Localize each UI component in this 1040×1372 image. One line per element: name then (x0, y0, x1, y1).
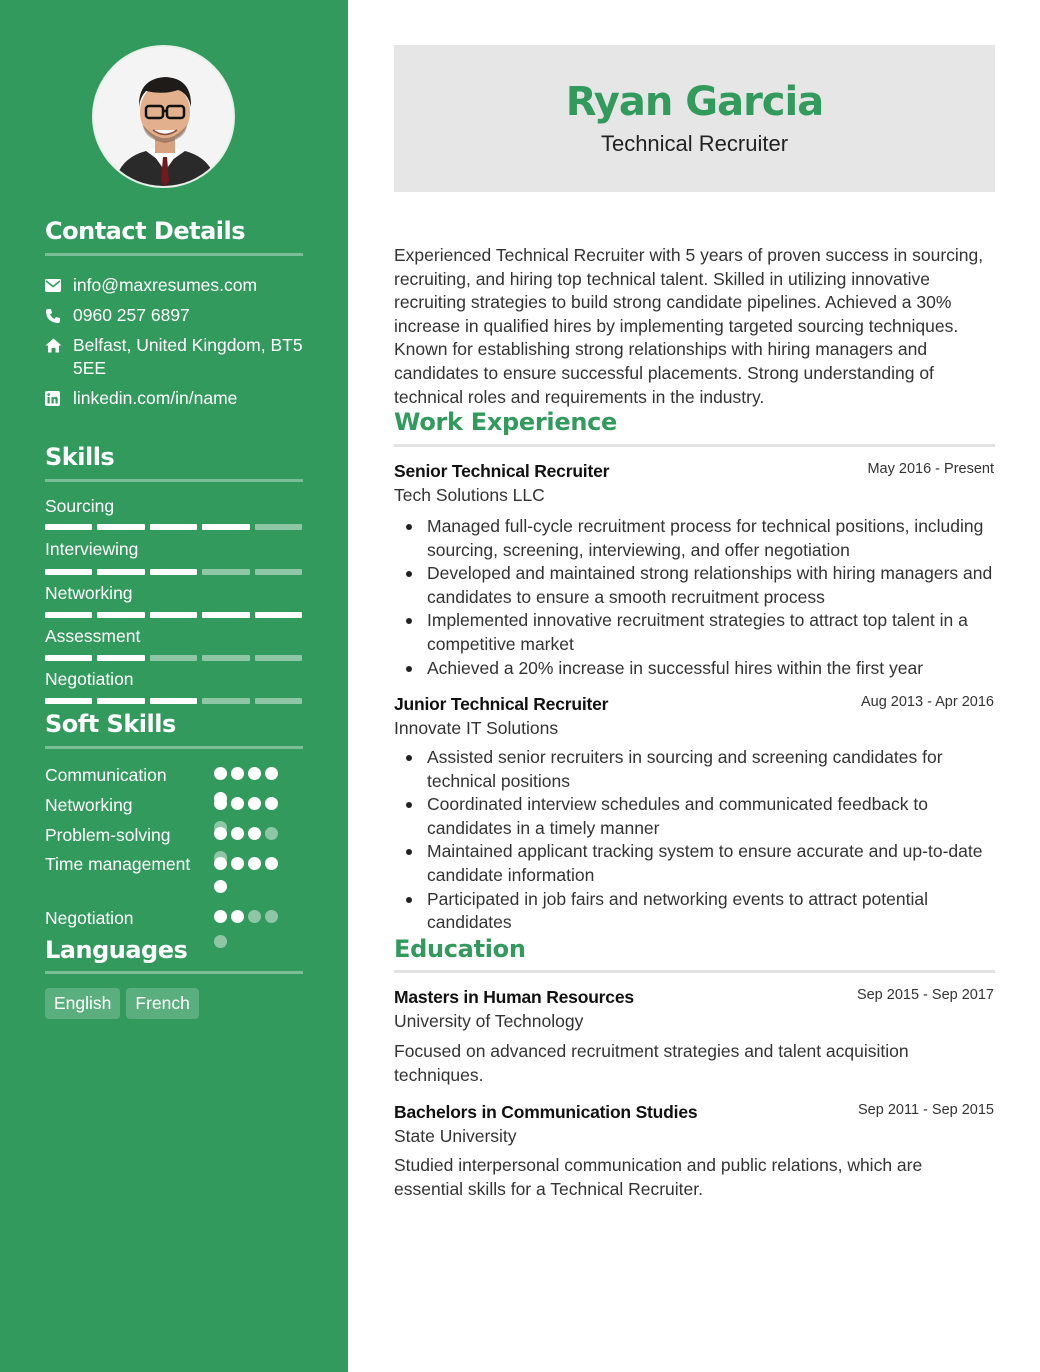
skill-level-bar (45, 698, 302, 704)
list-item: Participated in job fairs and networking events to attract potential candidates (394, 888, 994, 935)
rating-dot (265, 767, 278, 780)
rating-dot (231, 797, 244, 810)
skill-level-segment (202, 524, 249, 530)
rating-dot (214, 821, 227, 834)
skill-level-bar (45, 612, 302, 618)
rating-dot (231, 767, 244, 780)
rating-dot (214, 910, 227, 923)
linkedin-icon (45, 387, 73, 410)
skill-level-segment (255, 524, 302, 530)
rating-dot (248, 797, 261, 810)
list-item: Assisted senior recruiters in sourcing and screening candidates for technical positions (394, 746, 994, 793)
skill-level-segment (255, 698, 302, 704)
phone-icon (45, 304, 73, 327)
skill-label: Interviewing (45, 539, 139, 559)
rating-dot (214, 880, 227, 893)
skill-level-segment (202, 655, 249, 661)
job-dates: Aug 2013 - Apr 2016 (860, 694, 994, 710)
skill-label: Sourcing (45, 496, 115, 516)
skill-level-segment (255, 612, 302, 618)
contact-address (45, 334, 303, 380)
rating-dot (248, 857, 261, 870)
candidate-name: Ryan Garcia (565, 79, 824, 125)
list-item: Coordinated interview schedules and communicated feedback to candidates in a timely manner (394, 793, 994, 840)
languages-section-title: Languages (45, 936, 188, 964)
list-item: Achieved a 20% increase in successful hires within the first year (394, 657, 994, 681)
list-item: Developed and maintained strong relationships with hiring managers and candidates to ensure a smooth recruitment process (394, 562, 994, 609)
list-item: Managed full-cycle recruitment process for technical positions, including sourcing, screening, interviewing, and offer negotiation (394, 515, 994, 562)
skill-level-segment (97, 524, 144, 530)
education-description: Focused on advanced recruitment strategies and talent acquisition techniques. (394, 1041, 909, 1085)
contact-phone[interactable] (45, 304, 303, 327)
skill-level-segment (97, 569, 144, 575)
skills-section-title: Skills (45, 443, 115, 471)
skill-level-segment (45, 569, 92, 575)
rating-dot (214, 935, 227, 948)
skill-level-segment (45, 655, 92, 661)
skill-level-segment (150, 698, 197, 704)
degree-title: Bachelors in Communication Studies (394, 1102, 698, 1122)
soft-skill-label: Time management (45, 854, 191, 874)
school-name: State University (394, 1126, 517, 1146)
skill-level-bar (45, 569, 302, 575)
job-dates: May 2016 - Present (867, 461, 994, 477)
rating-dot (265, 827, 278, 840)
soft-skills-section-title: Soft Skills (45, 710, 176, 738)
section-divider (45, 479, 303, 482)
skill-level-segment (45, 524, 92, 530)
section-divider (45, 746, 303, 749)
education-dates: Sep 2011 - Sep 2015 (858, 1102, 994, 1118)
rating-dot (214, 851, 227, 864)
contact-linkedin[interactable] (45, 387, 303, 410)
soft-skill-rating (214, 910, 278, 923)
contact-email-text: info@maxresumes.com (73, 275, 258, 295)
skill-level-segment (45, 698, 92, 704)
envelope-icon (45, 274, 73, 297)
skill-level-segment (202, 698, 249, 704)
skill-level-segment (150, 612, 197, 618)
home-icon (45, 334, 73, 357)
skill-level-bar (45, 524, 302, 530)
language-tag: French (126, 988, 198, 1019)
resume-header (394, 45, 995, 192)
profile-summary: Experienced Technical Recruiter with 5 years of proven success in sourcing, recruiting, and hiring top technical talent. Skilled in utilizing innovative recruiting strategies to build strong candidate pipelines. Achieved a 30% increase in qualified hires by implementing targeted sourcing techniques. Known for establishing strong relationships with hiring managers and candidates to ensure successful placements. Strong understanding of technical roles and requirements in the industry. (394, 245, 984, 407)
education-title: Education (394, 935, 526, 963)
sidebar (0, 0, 348, 1372)
profile-photo (92, 45, 235, 188)
language-tag: English (45, 988, 120, 1019)
skill-level-segment (150, 655, 197, 661)
rating-dot (265, 857, 278, 870)
section-divider (394, 444, 995, 447)
skill-label: Assessment (45, 626, 141, 646)
soft-skill-label: Problem-solving (45, 825, 171, 845)
skill-level-segment (97, 655, 144, 661)
skill-level-segment (255, 569, 302, 575)
education-description: Studied interpersonal communication and public relations, which are essential skills for a Technical Recruiter. (394, 1155, 923, 1199)
rating-dot (214, 792, 227, 805)
rating-dot (248, 767, 261, 780)
person-portrait-icon (94, 47, 235, 188)
job-company: Innovate IT Solutions (394, 718, 559, 738)
school-name: University of Technology (394, 1011, 584, 1031)
soft-skill-rating (214, 767, 278, 780)
skill-label: Negotiation (45, 669, 134, 689)
soft-skill-label: Negotiation (45, 908, 134, 928)
contact-section-title: Contact Details (45, 217, 246, 245)
rating-dot (231, 910, 244, 923)
contact-phone-text: 0960 257 6897 (73, 305, 190, 325)
list-item: Maintained applicant tracking system to ensure accurate and up-to-date candidate information (394, 840, 994, 887)
work-experience-title: Work Experience (394, 408, 618, 436)
skill-level-segment (150, 569, 197, 575)
skill-level-segment (45, 612, 92, 618)
degree-title: Masters in Human Resources (394, 987, 634, 1007)
skill-level-segment (255, 655, 302, 661)
soft-skill-label: Communication (45, 765, 167, 785)
section-divider (45, 253, 303, 256)
skill-level-segment (202, 569, 249, 575)
candidate-title: Technical Recruiter (600, 131, 789, 156)
job-role: Senior Technical Recruiter (394, 461, 610, 481)
job-achievements (394, 746, 994, 935)
skill-level-segment (150, 524, 197, 530)
skill-level-bar (45, 655, 302, 661)
rating-dot (265, 797, 278, 810)
job-achievements (394, 515, 994, 680)
list-item: Implemented innovative recruitment strategies to attract top talent in a competitive market (394, 609, 994, 656)
job-role: Junior Technical Recruiter (394, 694, 609, 714)
rating-dot (231, 827, 244, 840)
contact-email[interactable] (45, 274, 303, 297)
skill-level-segment (97, 612, 144, 618)
section-divider (394, 970, 995, 973)
rating-dot (214, 767, 227, 780)
rating-dot (265, 910, 278, 923)
skill-level-segment (202, 612, 249, 618)
skill-level-segment (97, 698, 144, 704)
soft-skill-label: Networking (45, 795, 133, 815)
contact-linkedin-text: linkedin.com/in/name (73, 388, 238, 408)
education-dates: Sep 2015 - Sep 2017 (856, 987, 994, 1003)
rating-dot (248, 910, 261, 923)
rating-dot (248, 827, 261, 840)
skill-label: Networking (45, 583, 133, 603)
contact-address-text: Belfast, United Kingdom, BT5 5EE (73, 335, 303, 378)
language-list (45, 988, 199, 1019)
job-company: Tech Solutions LLC (394, 485, 545, 505)
rating-dot (231, 857, 244, 870)
section-divider (45, 971, 303, 974)
